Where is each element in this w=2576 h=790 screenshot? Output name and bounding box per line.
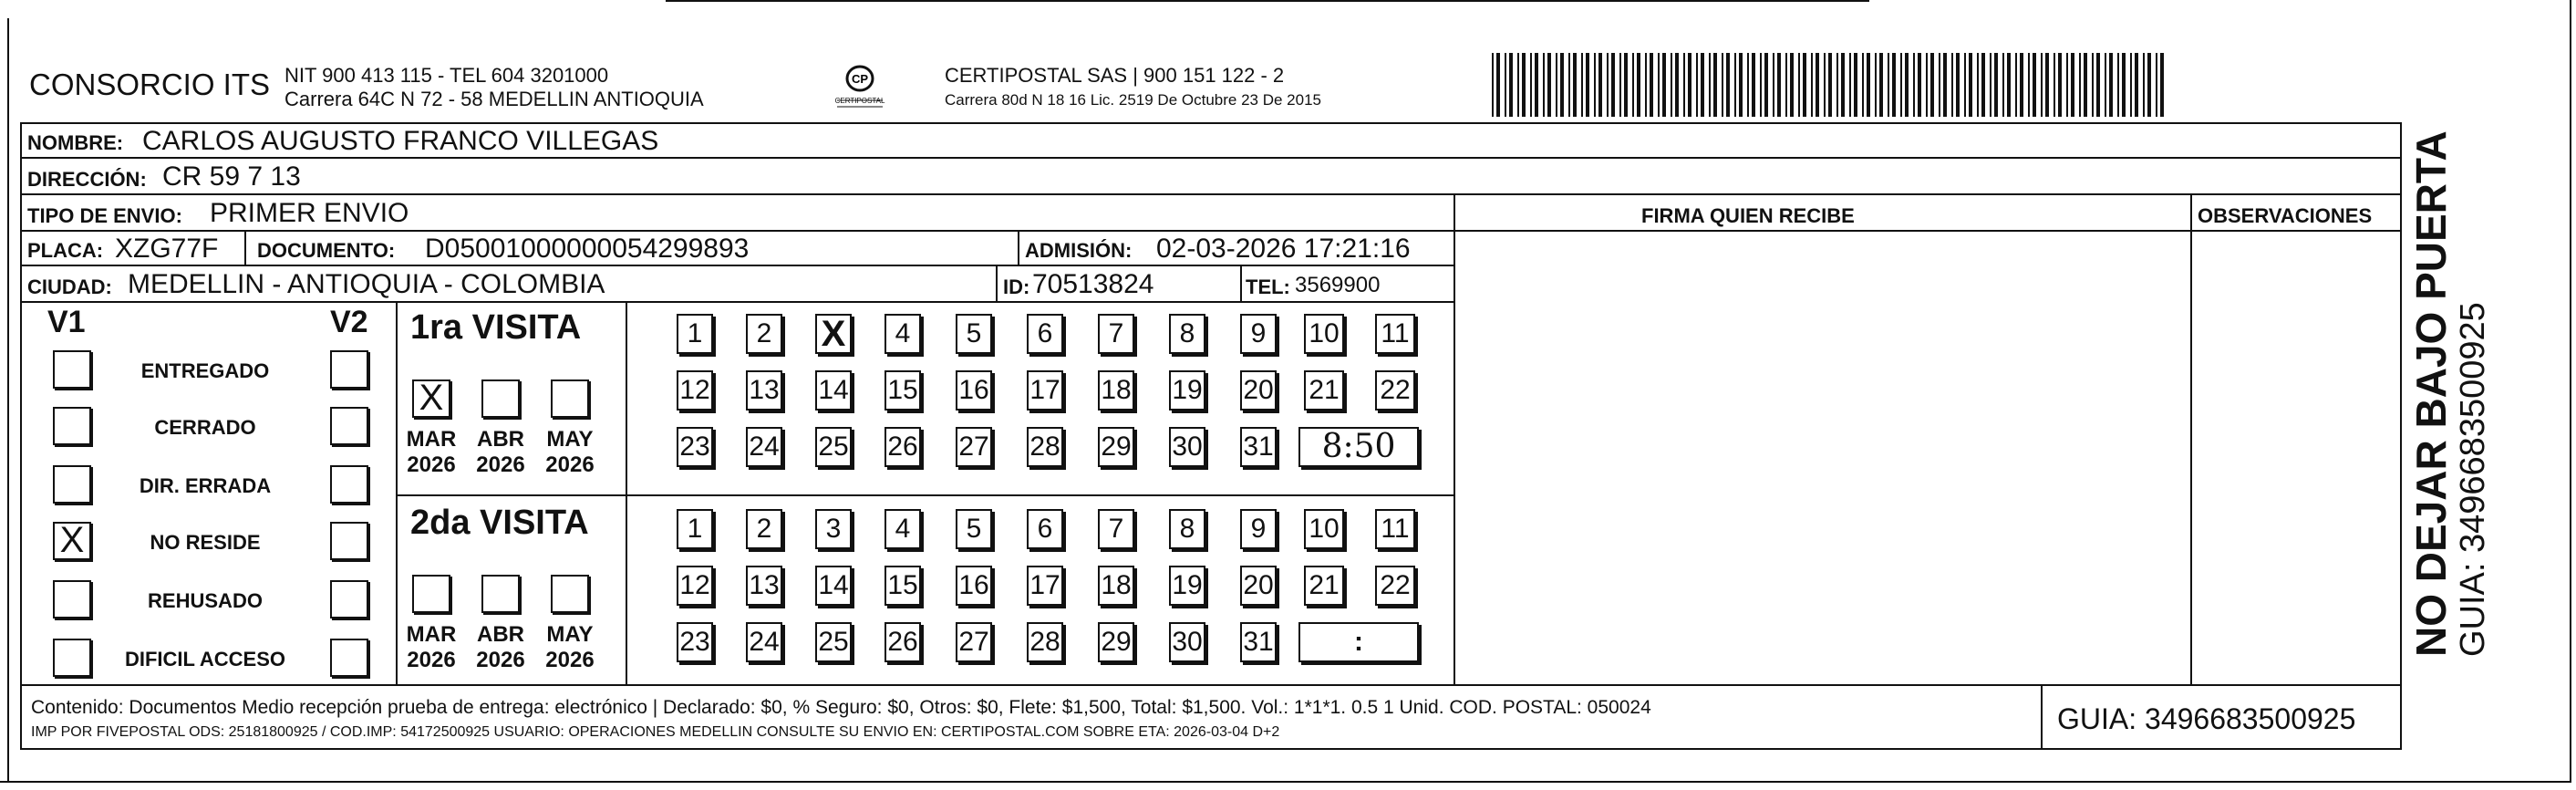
company-address: Carrera 64C N 72 - 58 MEDELLIN ANTIOQUIA (284, 88, 704, 110)
barcode-bar (1586, 53, 1589, 117)
second-day-box[interactable]: 22 (1375, 566, 1415, 606)
v2-label: V2 (330, 305, 368, 339)
barcode-bar (1509, 53, 1513, 117)
tel-value: 3569900 (1295, 273, 1381, 297)
second-year-label: 2026 (545, 648, 595, 672)
first-day-box[interactable]: 24 (746, 427, 782, 467)
carrier-license: Carrera 80d N 18 16 Lic. 2519 De Octubre 23 De 2015 (945, 91, 1321, 109)
first-month-checkbox[interactable] (551, 379, 589, 418)
barcode-bar (1964, 53, 1966, 117)
barcode-bar (1918, 53, 1921, 117)
barcode-bar (2020, 53, 2023, 117)
second-month-checkbox[interactable] (481, 575, 520, 613)
second-day-box[interactable]: 6 (1027, 509, 1063, 549)
barcode-bar (1824, 53, 1826, 117)
barcode-bar (2041, 53, 2043, 117)
barcode-bar (1977, 53, 1979, 117)
barcode-bar (1747, 53, 1749, 117)
second-month-checkbox[interactable] (551, 575, 589, 613)
first-day-box[interactable]: 5 (956, 314, 992, 354)
row-line-bottom (20, 748, 2402, 750)
barcode-bar (1709, 53, 1711, 117)
barcode-bar (1836, 53, 1838, 117)
barcode-bar (1675, 53, 1679, 117)
barcode-bar (1905, 53, 1909, 117)
barcode-bar (1951, 53, 1953, 117)
barcode-bar (1535, 53, 1538, 117)
first-month-label: MAY (546, 427, 594, 452)
observaciones-header: OBSERVACIONES (2198, 204, 2373, 227)
status-label: ENTREGADO (140, 359, 270, 382)
bottom-rule (0, 781, 2571, 783)
second-day-box[interactable]: 28 (1027, 622, 1063, 662)
second-day-box[interactable]: 21 (1304, 566, 1344, 606)
barcode-bar (1773, 53, 1774, 117)
barcode-bar (1560, 53, 1564, 117)
barcode-bar (2143, 53, 2145, 117)
first-month-checkbox[interactable]: X (412, 379, 450, 418)
placa-divider (244, 230, 246, 266)
footer-contenido: Contenido: Documentos Medio recepción prueba de entrega: electrónico | Declarado: $0, % Seguro: $0, Otros: $0, Flete: $1,500, Total: $1,500. Vol.: 1*1*1. 0.5 1 Unid. COD. POSTAL: 050024 (31, 697, 1651, 718)
id-divider (996, 265, 998, 301)
first-day-box[interactable]: 2 (746, 314, 782, 354)
second-day-box[interactable]: 8 (1169, 509, 1205, 549)
first-month-checkbox[interactable] (481, 379, 520, 418)
second-day-box[interactable]: 13 (746, 566, 782, 606)
second-day-box[interactable]: 7 (1098, 509, 1134, 549)
row-line-top (20, 122, 2402, 124)
second-day-box[interactable]: 4 (885, 509, 921, 549)
first-day-box[interactable]: 18 (1098, 370, 1134, 411)
barcode-bar (1981, 53, 1985, 117)
first-day-box[interactable]: 26 (885, 427, 921, 467)
placa-value: XZG77F (115, 234, 219, 264)
right-rule (2570, 0, 2571, 781)
barcode-bar (2092, 53, 2094, 117)
barcode-bar (1888, 53, 1889, 117)
first-day-box[interactable]: 19 (1169, 370, 1205, 411)
second-day-box[interactable]: 25 (815, 622, 852, 662)
barcode-bar (1790, 53, 1794, 117)
v2-checkbox[interactable] (330, 639, 368, 677)
first-year-label: 2026 (545, 452, 595, 477)
nombre-value: CARLOS AUGUSTO FRANCO VILLEGAS (142, 126, 659, 156)
side-guia-text: GUIA: 3496683500925 (2454, 302, 2492, 657)
footer-guia-divider (2041, 684, 2043, 750)
first-year-label: 2026 (476, 452, 525, 477)
direccion-label: DIRECCIÓN: (27, 168, 147, 191)
barcode-bar (1632, 53, 1634, 117)
status-label: REHUSADO (148, 589, 263, 612)
barcode-bar (1892, 53, 1896, 117)
second-day-box[interactable]: 31 (1240, 622, 1277, 662)
v1-checkbox[interactable] (53, 350, 91, 389)
second-month-checkbox[interactable] (412, 575, 450, 613)
barcode-bar (1611, 53, 1615, 117)
direccion-value: CR 59 7 13 (162, 161, 301, 192)
barcode-bar (2033, 53, 2036, 117)
row-line-5 (20, 301, 1455, 303)
barcode-bar (1671, 53, 1672, 117)
status-divider (396, 301, 398, 684)
barcode-bar (1990, 53, 1991, 117)
barcode-bar (1760, 53, 1762, 117)
barcode-bar (1619, 53, 1621, 117)
side-notice-text: NO DEJAR BAJO PUERTA (2407, 130, 2455, 657)
second-day-box[interactable]: 18 (1098, 566, 1134, 606)
first-day-box[interactable]: 20 (1240, 370, 1277, 411)
barcode-bar (1607, 53, 1609, 117)
first-day-box[interactable]: 15 (885, 370, 921, 411)
barcode-bar (1726, 53, 1730, 117)
first-day-box[interactable]: 17 (1027, 370, 1063, 411)
admision-divider (1018, 230, 1019, 266)
v2-checkbox[interactable] (330, 522, 368, 560)
status-label: DIFICIL ACCESO (124, 648, 285, 670)
row-line-1 (20, 157, 2402, 159)
ciudad-label: CIUDAD: (27, 275, 112, 298)
second-day-box[interactable]: 20 (1240, 566, 1277, 606)
second-day-box[interactable]: 30 (1169, 622, 1205, 662)
barcode-bar (2045, 53, 2049, 117)
barcode-bar (1573, 53, 1577, 117)
first-day-box[interactable]: 11 (1375, 314, 1415, 354)
barcode-bar (2130, 53, 2132, 117)
barcode-bar (1594, 53, 1596, 117)
admision-value: 02-03-2026 17:21:16 (1156, 234, 1411, 264)
first-day-box[interactable]: 22 (1375, 370, 1415, 411)
barcode-bar (1581, 53, 1583, 117)
second-day-box[interactable]: 24 (746, 622, 782, 662)
second-day-box[interactable]: 1 (677, 509, 713, 549)
second-day-box[interactable]: 3 (815, 509, 852, 549)
first-day-box[interactable]: 12 (677, 370, 713, 411)
first-day-box[interactable]: 28 (1027, 427, 1063, 467)
visit-divider (626, 301, 627, 684)
barcode-bar (2079, 53, 2081, 117)
barcode-bar (2084, 53, 2087, 117)
first-day-box[interactable]: 27 (956, 427, 992, 467)
id-value: 70513824 (1032, 269, 1154, 299)
second-month-label: ABR (477, 622, 524, 647)
barcode-bar (1722, 53, 1723, 117)
barcode-bar (1637, 53, 1640, 117)
visit-separator (396, 494, 1455, 496)
documento-label: DOCUMENTO: (257, 239, 396, 262)
barcode-bar (1969, 53, 1972, 117)
first-year-label: 2026 (407, 452, 456, 477)
barcode-bar (1828, 53, 1832, 117)
barcode-bar (2109, 53, 2113, 117)
barcode-bar (1943, 53, 1947, 117)
second-day-box[interactable]: 5 (956, 509, 992, 549)
row-line-footer (20, 684, 2402, 686)
v1-checkbox[interactable] (53, 580, 91, 618)
barcode-bar (1854, 53, 1857, 117)
barcode-bar (1764, 53, 1768, 117)
barcode-bar (1624, 53, 1628, 117)
second-day-box[interactable]: 15 (885, 566, 921, 606)
first-day-box[interactable]: 30 (1169, 427, 1205, 467)
barcode-bar (1930, 53, 1934, 117)
side-notice (2407, 109, 2491, 657)
v2-checkbox[interactable] (330, 350, 368, 389)
first-day-box[interactable]: 10 (1304, 314, 1344, 354)
barcode-bar (1739, 53, 1743, 117)
barcode-bar (1556, 53, 1557, 117)
barcode-bar (1662, 53, 1666, 117)
barcode-bar (2135, 53, 2138, 117)
second-day-box[interactable]: 19 (1169, 566, 1205, 606)
barcode-bar (1849, 53, 1851, 117)
barcode-bar (2066, 53, 2068, 117)
second-day-box[interactable]: 2 (746, 509, 782, 549)
barcode-bar (1530, 53, 1532, 117)
barcode-bar (2071, 53, 2074, 117)
second-time-box[interactable]: : (1298, 622, 1419, 662)
barcode-bar (2105, 53, 2106, 117)
col-obs-left (2190, 193, 2192, 686)
row-line-3 (20, 230, 2402, 232)
footer-guia: GUIA: 3496683500925 (2057, 702, 2356, 735)
first-month-label: MAR (406, 427, 457, 452)
first-day-box[interactable]: 7 (1098, 314, 1134, 354)
first-day-box[interactable]: 21 (1304, 370, 1344, 411)
second-day-box[interactable]: 26 (885, 622, 921, 662)
documento-value: D05001000000054299893 (425, 234, 750, 264)
barcode-bar (1798, 53, 1800, 117)
barcode-bar (2147, 53, 2151, 117)
second-year-label: 2026 (407, 648, 456, 672)
tel-divider (1240, 265, 1242, 301)
barcode-bar (1816, 53, 1819, 117)
footer-imp: IMP POR FIVEPOSTAL ODS: 25181800925 / COD.IMP: 54172500925 USUARIO: OPERACIONES MEDELLIN CONSULTE SU ENVIO EN: CERTIPOSTAL.COM SOBRE ETA: 2026-03-04 D+2 (31, 724, 1280, 740)
barcode-bar (1568, 53, 1570, 117)
barcode (1492, 53, 2176, 117)
barcode-bar (1803, 53, 1806, 117)
barcode-bar (1867, 53, 1870, 117)
first-day-box[interactable]: 13 (746, 370, 782, 411)
barcode-bar (1752, 53, 1755, 117)
barcode-bar (1926, 53, 1928, 117)
barcode-bar (1683, 53, 1685, 117)
second-day-box[interactable]: 9 (1240, 509, 1277, 549)
barcode-bar (2122, 53, 2126, 117)
barcode-bar (1543, 53, 1545, 117)
status-label: NO RESIDE (150, 531, 261, 554)
first-day-box[interactable]: 31 (1240, 427, 1277, 467)
grid-right (2400, 122, 2402, 750)
barcode-bar (1862, 53, 1864, 117)
barcode-bar (1701, 53, 1704, 117)
v2-checkbox[interactable] (330, 465, 368, 504)
barcode-bar (2054, 53, 2055, 117)
status-label: DIR. ERRADA (139, 474, 272, 497)
v1-label: V1 (47, 305, 86, 339)
second-day-box[interactable]: 14 (815, 566, 852, 606)
v1-checkbox[interactable] (53, 639, 91, 677)
company-nit: NIT 900 413 115 - TEL 604 3201000 (284, 64, 609, 87)
second-day-box[interactable]: 29 (1098, 622, 1134, 662)
barcode-bar (1713, 53, 1717, 117)
status-label: CERRADO (154, 416, 256, 439)
barcode-bar (1875, 53, 1877, 117)
barcode-bar (1913, 53, 1915, 117)
admision-label: ADMISIÓN: (1025, 239, 1133, 262)
barcode-bar (1650, 53, 1653, 117)
first-day-box[interactable]: 25 (815, 427, 852, 467)
first-time-box[interactable]: 8:50 (1298, 427, 1419, 467)
first-day-box[interactable]: 16 (956, 370, 992, 411)
first-day-box[interactable]: 23 (677, 427, 713, 467)
barcode-bar (1517, 53, 1519, 117)
certipostal-logo (832, 62, 888, 113)
firma-header: FIRMA QUIEN RECIBE (1641, 204, 1855, 227)
barcode-bar (2117, 53, 2119, 117)
tipo-label: TIPO DE ENVIO: (27, 204, 182, 227)
barcode-bar (1658, 53, 1660, 117)
barcode-bar (1645, 53, 1647, 117)
barcode-bar (2028, 53, 2030, 117)
barcode-bar (1492, 53, 1494, 117)
barcode-bar (1598, 53, 1602, 117)
id-label: ID: (1003, 275, 1030, 298)
barcode-bar (1496, 53, 1500, 117)
barcode-bar (1841, 53, 1845, 117)
second-day-box[interactable]: 16 (956, 566, 992, 606)
first-day-box[interactable]: 14 (815, 370, 852, 411)
first-day-box[interactable]: 6 (1027, 314, 1063, 354)
barcode-bar (1777, 53, 1781, 117)
barcode-bar (1547, 53, 1551, 117)
first-visit-title: 1ra VISITA (410, 308, 582, 347)
barcode-bar (1522, 53, 1526, 117)
second-year-label: 2026 (476, 648, 525, 672)
top-rule (666, 0, 1869, 2)
first-day-box[interactable]: 29 (1098, 427, 1134, 467)
v2-checkbox[interactable] (330, 580, 368, 618)
first-day-box[interactable]: 4 (885, 314, 921, 354)
carrier-name: CERTIPOSTAL SAS | 900 151 122 - 2 (945, 64, 1285, 87)
second-day-box[interactable]: 27 (956, 622, 992, 662)
second-day-box[interactable]: 12 (677, 566, 713, 606)
v2-checkbox[interactable] (330, 407, 368, 445)
second-month-label: MAR (406, 622, 457, 647)
barcode-bar (1688, 53, 1691, 117)
barcode-bar (2156, 53, 2157, 117)
tel-label: TEL: (1246, 275, 1290, 298)
left-rule (7, 18, 9, 781)
barcode-bar (1785, 53, 1787, 117)
nombre-label: NOMBRE: (27, 131, 124, 154)
tipo-value: PRIMER ENVIO (210, 198, 409, 228)
v1-checkbox[interactable] (53, 407, 91, 445)
barcode-bar (2058, 53, 2062, 117)
company-name: CONSORCIO ITS (29, 68, 271, 101)
second-day-box[interactable]: 17 (1027, 566, 1063, 606)
barcode-bar (2007, 53, 2011, 117)
barcode-bar (1939, 53, 1940, 117)
grid-left (20, 122, 22, 750)
first-day-box[interactable]: X (815, 314, 852, 354)
first-day-box[interactable]: 1 (677, 314, 713, 354)
first-day-box[interactable]: 8 (1169, 314, 1205, 354)
barcode-bar (2160, 53, 2164, 117)
barcode-bar (1734, 53, 1736, 117)
ciudad-value: MEDELLIN - ANTIOQUIA - COLOMBIA (128, 269, 605, 299)
logo-text: CERTIPOSTAL (834, 97, 885, 105)
barcode-bar (2015, 53, 2017, 117)
v1-checkbox[interactable]: X (53, 522, 91, 560)
barcode-bar (1811, 53, 1813, 117)
barcode-bar (1505, 53, 1506, 117)
col-firma-left (1454, 193, 1455, 686)
first-day-box[interactable]: 9 (1240, 314, 1277, 354)
placa-label: PLACA: (27, 239, 104, 262)
svg-text:CP: CP (851, 72, 869, 86)
barcode-bar (2096, 53, 2100, 117)
first-month-label: ABR (477, 427, 524, 452)
second-visit-title: 2da VISITA (410, 504, 589, 542)
row-line-2 (20, 193, 2402, 195)
barcode-bar (1994, 53, 1998, 117)
second-month-label: MAY (546, 622, 594, 647)
second-day-box[interactable]: 10 (1304, 509, 1344, 549)
second-day-box[interactable]: 23 (677, 622, 713, 662)
barcode-bar (2002, 53, 2004, 117)
v1-checkbox[interactable] (53, 465, 91, 504)
barcode-bar (1900, 53, 1902, 117)
second-day-box[interactable]: 11 (1375, 509, 1415, 549)
barcode-bar (1956, 53, 1960, 117)
barcode-bar (1696, 53, 1698, 117)
barcode-bar (1879, 53, 1883, 117)
